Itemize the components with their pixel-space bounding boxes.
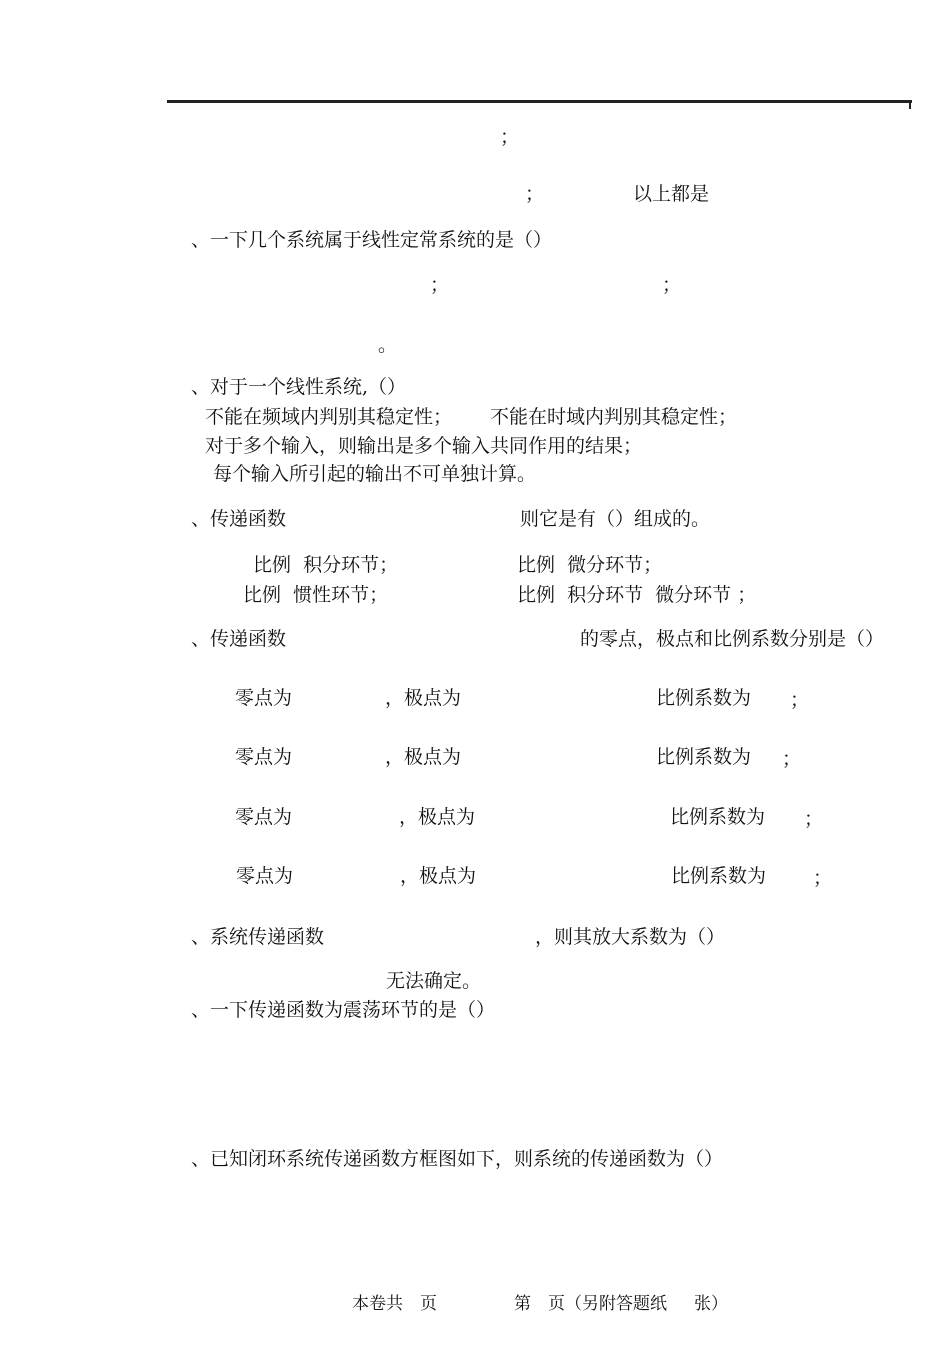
q2-option-c: 对于多个输入，则输出是多个输入共同作用的结果； [205,435,643,457]
footer-total-pages: 本卷共 [352,1294,403,1314]
q4-row-2-zeros: 零点为 [235,746,293,768]
q5-option-d: 无法确定。 [386,970,482,992]
q4-row-3-poles: ，极点为 [399,806,476,828]
q4-row-1-poles: ，极点为 [385,687,462,709]
q4-row-1-gain: 比例系数为 [656,687,752,709]
q4-row-3-gain: 比例系数为 [670,806,766,828]
q4-row-4-poles: ，极点为 [400,865,477,887]
footer-sheets: 张） [694,1294,728,1314]
q3-option-c: 比例 惯性环节； [243,584,389,606]
q3-stem-left: 、传递函数 [191,508,287,530]
q7-stem: 、已知闭环系统传递函数方框图如下，则系统的传递函数为（） [191,1148,724,1170]
q1-separator-2: ； [662,274,682,296]
q4-row-4-zeros: 零点为 [236,865,294,887]
q4-row-3-zeros: 零点为 [235,806,293,828]
q2-option-b: 不能在时域内判别其稳定性； [490,406,738,428]
q4-row-4-end: ； [813,867,833,889]
q5-stem-left: 、系统传递函数 [191,926,325,948]
prev-option-semicolon: ； [525,183,545,205]
q4-row-2-gain: 比例系数为 [656,746,752,768]
q5-stem-right: ，则其放大系数为（） [535,926,726,948]
q1-stem: 、一下几个系统属于线性定常系统的是（） [191,229,553,251]
q6-stem: 、一下传递函数为震荡环节的是（） [191,999,496,1021]
q4-row-1-end: ； [790,689,810,711]
header-semicolon: ； [500,126,520,148]
q3-option-b: 比例 微分环节； [517,554,663,576]
q2-stem: 、对于一个线性系统,（） [191,376,407,398]
q1-separator-1: ； [430,274,450,296]
q4-row-4-gain: 比例系数为 [671,865,767,887]
q4-stem-right: 的零点，极点和比例系数分别是（） [580,628,885,650]
q1-end-mark: 。 [378,334,398,356]
q4-row-2-end: ； [782,748,802,770]
header-rule [167,100,912,103]
footer-nth: 第 [514,1294,531,1314]
footer-page-label-2: 页（另附答题纸 [548,1294,667,1314]
q4-row-3-end: ； [804,808,824,830]
q4-stem-left: 、传递函数 [191,628,287,650]
footer-page-label-1: 页 [420,1294,437,1314]
q2-option-a: 不能在频域内判别其稳定性； [205,406,453,428]
q4-row-1-zeros: 零点为 [235,687,293,709]
header-rule-tick [909,100,911,109]
q3-stem-right: 则它是有（）组成的。 [520,508,711,530]
prev-option-all-above: 以上都是 [633,183,710,205]
q3-option-a: 比例 积分环节； [253,554,399,576]
q2-option-d: 每个输入所引起的输出不可单独计算。 [213,463,537,485]
q3-option-d: 比例 积分环节 微分环节 ； [517,584,757,606]
q4-row-2-poles: ，极点为 [385,746,462,768]
